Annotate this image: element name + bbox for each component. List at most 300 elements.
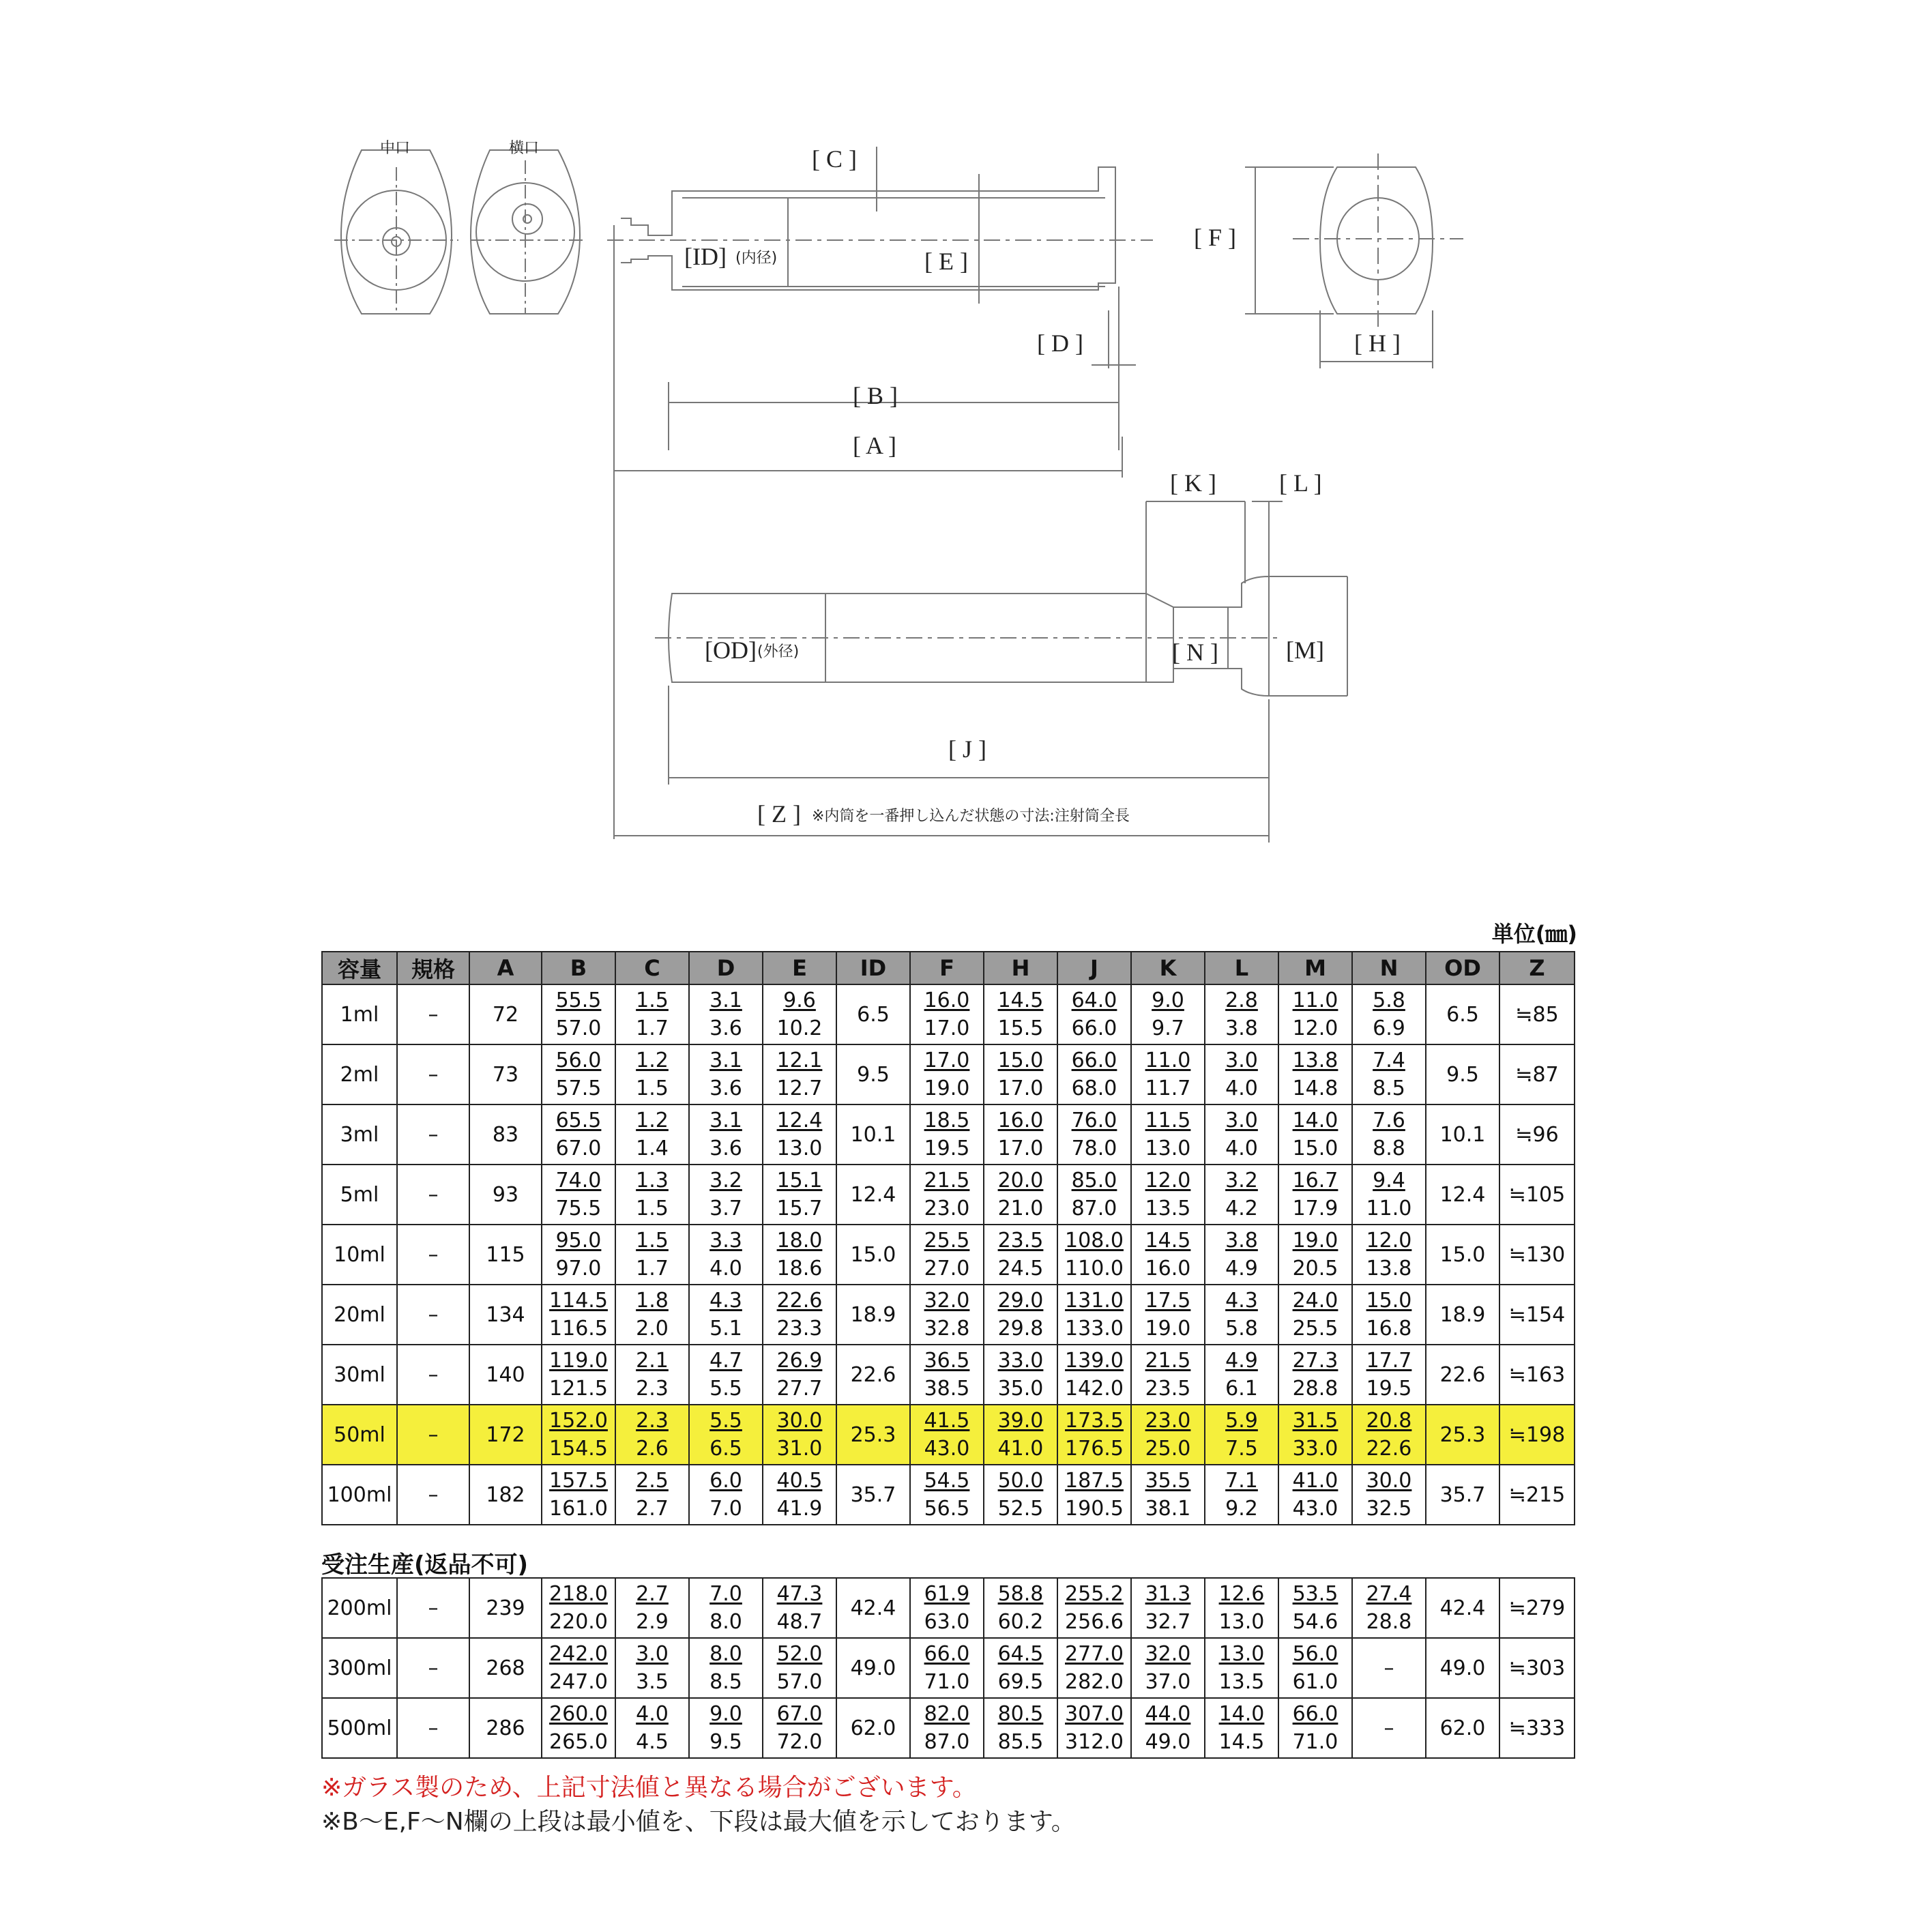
max-value: 32.8 <box>924 1317 970 1341</box>
column-header: C <box>615 952 689 984</box>
table-row <box>322 1044 1575 1104</box>
max-value: 133.0 <box>1065 1317 1124 1341</box>
min-value: 76.0 <box>1071 1109 1117 1132</box>
max-value: 3.6 <box>709 1077 742 1100</box>
cell-c <box>615 1638 689 1698</box>
cell-j <box>1057 1165 1131 1225</box>
cell-od: 15.0 <box>1426 1225 1499 1285</box>
cell-cap: 5ml <box>322 1165 397 1225</box>
max-value: 13.5 <box>1145 1197 1191 1220</box>
cell-l <box>1205 1698 1278 1758</box>
dim-label-f: [ F ] <box>1194 224 1236 251</box>
max-value: 12.0 <box>1292 1016 1338 1040</box>
cell-d <box>689 1285 763 1345</box>
max-value: 161.0 <box>549 1497 608 1521</box>
column-header: E <box>763 952 836 984</box>
min-value: 95.0 <box>555 1229 602 1253</box>
cell-k <box>1131 1044 1205 1104</box>
min-value: 24.0 <box>1292 1289 1338 1313</box>
cell-n <box>1352 984 1426 1044</box>
cell-e <box>763 1104 836 1165</box>
cell-od: 18.9 <box>1426 1285 1499 1345</box>
max-value: 110.0 <box>1065 1257 1124 1280</box>
min-value: 58.8 <box>997 1582 1044 1606</box>
cell-j <box>1057 1044 1131 1104</box>
min-value: 3.8 <box>1225 1229 1258 1253</box>
cell-f <box>910 1225 984 1285</box>
max-value: 3.5 <box>636 1670 669 1694</box>
note-min-max: ※B～E,F～N欄の上段は最小値を、下段は最大値を示しております。 <box>321 1808 1076 1836</box>
max-value: 49.0 <box>1145 1730 1191 1754</box>
cell-d <box>689 1698 763 1758</box>
table-row <box>322 1578 1575 1638</box>
max-value: 7.5 <box>1225 1437 1258 1461</box>
cell-k <box>1131 1578 1205 1638</box>
min-value: 8.0 <box>709 1642 742 1666</box>
min-value: 11.0 <box>1292 989 1338 1012</box>
min-value: 2.7 <box>636 1582 669 1606</box>
cell-e <box>763 1405 836 1465</box>
cell-h <box>984 1044 1057 1104</box>
min-value: 32.0 <box>1145 1642 1191 1666</box>
max-value: 43.0 <box>1292 1497 1338 1521</box>
column-header: Z <box>1499 952 1575 984</box>
max-value: 8.5 <box>1373 1077 1405 1100</box>
cell-z: ≒215 <box>1499 1465 1575 1525</box>
min-value: 1.5 <box>636 989 669 1012</box>
min-value: 1.2 <box>636 1109 669 1132</box>
cell-n <box>1352 1345 1426 1405</box>
max-value: 48.7 <box>776 1610 823 1634</box>
min-value: 65.5 <box>555 1109 602 1132</box>
min-value: 9.0 <box>1152 989 1184 1012</box>
max-value: 67.0 <box>555 1137 602 1160</box>
max-value: 25.5 <box>1292 1317 1338 1341</box>
min-value: 15.0 <box>1366 1289 1412 1313</box>
min-value: 31.5 <box>1292 1409 1338 1433</box>
table-row <box>322 984 1575 1044</box>
max-value: 121.5 <box>549 1377 608 1401</box>
max-value: 32.7 <box>1145 1610 1191 1634</box>
cell-a: 72 <box>469 984 542 1044</box>
column-header: K <box>1131 952 1205 984</box>
max-value: 5.1 <box>709 1317 742 1341</box>
min-value: 40.5 <box>776 1469 823 1493</box>
min-value: 7.0 <box>709 1582 742 1606</box>
cell-d <box>689 1638 763 1698</box>
max-value: 85.5 <box>997 1730 1044 1754</box>
cell-h <box>984 1698 1057 1758</box>
cell-j <box>1057 1698 1131 1758</box>
max-value: 23.5 <box>1145 1377 1191 1401</box>
cell-id: 12.4 <box>836 1165 910 1225</box>
cell-m <box>1278 1578 1352 1638</box>
cell-d <box>689 1044 763 1104</box>
min-value: 17.0 <box>924 1049 970 1072</box>
cell-spec: – <box>397 1698 469 1758</box>
min-value: 1.8 <box>636 1289 669 1313</box>
min-value: 4.0 <box>636 1702 669 1726</box>
column-header: ID <box>836 952 910 984</box>
cell-b <box>542 984 615 1044</box>
max-value: 97.0 <box>555 1257 602 1280</box>
cell-z: ≒130 <box>1499 1225 1575 1285</box>
cell-k <box>1131 1698 1205 1758</box>
cell-cap: 50ml <box>322 1405 397 1465</box>
max-value: 2.3 <box>636 1377 669 1401</box>
dim-label-a: [ A ] <box>853 432 897 459</box>
note-glass-variance: ※ガラス製のため、上記寸法値と異なる場合がございます。 <box>321 1774 977 1802</box>
max-value: 23.0 <box>924 1197 970 1220</box>
cell-c <box>615 1465 689 1525</box>
min-value: 5.5 <box>709 1409 742 1433</box>
min-value: 1.3 <box>636 1169 669 1192</box>
min-value: 3.0 <box>636 1642 669 1666</box>
min-value: 30.0 <box>1366 1469 1412 1493</box>
cell-a: 268 <box>469 1638 542 1698</box>
column-header: 容量 <box>322 952 397 984</box>
min-value: 31.3 <box>1145 1582 1191 1606</box>
cell-c <box>615 1285 689 1345</box>
dim-label-z-note: ※内筒を一番押し込んだ状態の寸法:注射筒全長 <box>812 808 1130 825</box>
dimension-table <box>321 951 1575 1525</box>
max-value: 11.7 <box>1145 1077 1191 1100</box>
cell-m <box>1278 1285 1352 1345</box>
cell-od: 10.1 <box>1426 1104 1499 1165</box>
cell-a: 286 <box>469 1698 542 1758</box>
max-value: 43.0 <box>924 1437 970 1461</box>
max-value: 27.7 <box>776 1377 823 1401</box>
min-value: 22.6 <box>776 1289 823 1313</box>
max-value: 256.6 <box>1065 1610 1124 1634</box>
cell-b <box>542 1225 615 1285</box>
min-value: 114.5 <box>549 1289 608 1313</box>
max-value: 1.7 <box>636 1016 669 1040</box>
cell-e <box>763 1465 836 1525</box>
cell-l <box>1205 1465 1278 1525</box>
max-value: 282.0 <box>1065 1670 1124 1694</box>
max-value: 116.5 <box>549 1317 608 1341</box>
cell-c <box>615 1345 689 1405</box>
cell-spec: – <box>397 1405 469 1465</box>
min-value: 3.2 <box>709 1169 742 1192</box>
max-value: 11.0 <box>1366 1197 1412 1220</box>
min-value: 11.0 <box>1145 1049 1191 1072</box>
cell-n <box>1352 1104 1426 1165</box>
min-value: 7.1 <box>1225 1469 1258 1493</box>
min-value: 14.0 <box>1218 1702 1265 1726</box>
max-value: 22.6 <box>1366 1437 1412 1461</box>
cell-h <box>984 1104 1057 1165</box>
min-value: 218.0 <box>549 1582 608 1606</box>
cell-d <box>689 1465 763 1525</box>
min-value: 119.0 <box>549 1349 608 1373</box>
cell-b <box>542 1465 615 1525</box>
cell-c <box>615 1405 689 1465</box>
min-value: 20.0 <box>997 1169 1044 1192</box>
min-value: 66.0 <box>1292 1702 1338 1726</box>
cell-id: 22.6 <box>836 1345 910 1405</box>
cell-k <box>1131 1405 1205 1465</box>
min-value: 3.0 <box>1225 1109 1258 1132</box>
cell-j <box>1057 1285 1131 1345</box>
min-value: 3.2 <box>1225 1169 1258 1192</box>
cell-z: ≒163 <box>1499 1345 1575 1405</box>
min-value: 15.1 <box>776 1169 823 1192</box>
max-value: 37.0 <box>1145 1670 1191 1694</box>
max-value: 68.0 <box>1071 1077 1117 1100</box>
cell-id: 10.1 <box>836 1104 910 1165</box>
cell-f <box>910 1638 984 1698</box>
min-value: 56.0 <box>1292 1642 1338 1666</box>
dim-label-b: [ B ] <box>853 382 898 409</box>
max-value: 19.0 <box>924 1077 970 1100</box>
max-value: 265.0 <box>549 1730 608 1754</box>
cell-l <box>1205 1225 1278 1285</box>
max-value: 8.0 <box>709 1610 742 1634</box>
unit-label: 単位(㎜) <box>1491 921 1577 947</box>
column-header: B <box>542 952 615 984</box>
max-value: 13.0 <box>1145 1137 1191 1160</box>
min-value: 47.3 <box>776 1582 823 1606</box>
min-value: 19.0 <box>1292 1229 1338 1253</box>
table-row <box>322 1225 1575 1285</box>
max-value: 61.0 <box>1292 1670 1338 1694</box>
cell-cap: 30ml <box>322 1345 397 1405</box>
cell-j <box>1057 1345 1131 1405</box>
max-value: 17.0 <box>997 1137 1044 1160</box>
cell-a: 93 <box>469 1165 542 1225</box>
min-value: 12.0 <box>1366 1229 1412 1253</box>
cell-j <box>1057 1578 1131 1638</box>
min-value: 152.0 <box>549 1409 608 1433</box>
max-value: 1.7 <box>636 1257 669 1280</box>
cell-id: 35.7 <box>836 1465 910 1525</box>
min-value: 55.5 <box>555 989 602 1012</box>
min-value: 14.0 <box>1292 1109 1338 1132</box>
cell-l <box>1205 1165 1278 1225</box>
cell-z: ≒279 <box>1499 1578 1575 1638</box>
min-value: 5.8 <box>1373 989 1405 1012</box>
max-value: 69.5 <box>997 1670 1044 1694</box>
max-value: 2.7 <box>636 1497 669 1521</box>
min-value: 131.0 <box>1065 1289 1124 1313</box>
cell-spec: – <box>397 1225 469 1285</box>
max-value: 3.6 <box>709 1137 742 1160</box>
max-value: 18.6 <box>776 1257 823 1280</box>
min-value: 17.5 <box>1145 1289 1191 1313</box>
min-value: 14.5 <box>997 989 1044 1012</box>
cell-c <box>615 1578 689 1638</box>
max-value: 29.8 <box>997 1317 1044 1341</box>
min-value: 23.0 <box>1145 1409 1191 1433</box>
min-value: 139.0 <box>1065 1349 1124 1373</box>
min-value: 7.4 <box>1373 1049 1405 1072</box>
cell-m <box>1278 1165 1352 1225</box>
min-value: 3.1 <box>709 1049 742 1072</box>
max-value: 71.0 <box>924 1670 970 1694</box>
cell-id: 6.5 <box>836 984 910 1044</box>
cell-id: 9.5 <box>836 1044 910 1104</box>
cell-e <box>763 1638 836 1698</box>
cell-b <box>542 1165 615 1225</box>
cell-k <box>1131 1104 1205 1165</box>
max-value: 57.0 <box>776 1670 823 1694</box>
front-view-side-tip <box>471 150 583 314</box>
dim-label-c: [ C ] <box>812 145 857 173</box>
max-value: 87.0 <box>1071 1197 1117 1220</box>
min-value: 80.5 <box>997 1702 1044 1726</box>
max-value: 6.9 <box>1373 1016 1405 1040</box>
max-value: 75.5 <box>555 1197 602 1220</box>
max-value: 41.9 <box>776 1497 823 1521</box>
cell-spec: – <box>397 1165 469 1225</box>
max-value: 87.0 <box>924 1730 970 1754</box>
column-header: J <box>1057 952 1131 984</box>
min-value: 12.4 <box>776 1109 823 1132</box>
cell-k <box>1131 1465 1205 1525</box>
cell-c <box>615 1044 689 1104</box>
dim-label-od-note: (外径) <box>757 643 800 660</box>
cell-n <box>1352 1285 1426 1345</box>
max-value: 176.5 <box>1065 1437 1124 1461</box>
cell-n: – <box>1352 1638 1426 1698</box>
min-value: 66.0 <box>1071 1049 1117 1072</box>
min-value: 54.5 <box>924 1469 970 1493</box>
max-value: 8.8 <box>1373 1137 1405 1160</box>
cell-od: 42.4 <box>1426 1578 1499 1638</box>
cell-spec: – <box>397 1104 469 1165</box>
column-header: L <box>1205 952 1278 984</box>
table-row <box>322 1698 1575 1758</box>
cell-h <box>984 1285 1057 1345</box>
max-value: 1.5 <box>636 1077 669 1100</box>
front-view-center-tip <box>334 150 458 314</box>
cell-a: 182 <box>469 1465 542 1525</box>
cell-od: 22.6 <box>1426 1345 1499 1405</box>
max-value: 5.8 <box>1225 1317 1258 1341</box>
min-value: 12.6 <box>1218 1582 1265 1606</box>
cell-h <box>984 1345 1057 1405</box>
cell-n <box>1352 1044 1426 1104</box>
cell-spec: – <box>397 1578 469 1638</box>
made-to-order-table <box>321 1577 1575 1759</box>
max-value: 15.5 <box>997 1016 1044 1040</box>
cell-n <box>1352 1578 1426 1638</box>
max-value: 4.0 <box>1225 1077 1258 1100</box>
max-value: 27.0 <box>924 1257 970 1280</box>
front-label-side: 横口 <box>509 140 540 157</box>
cell-cap: 300ml <box>322 1638 397 1698</box>
cell-h <box>984 1225 1057 1285</box>
min-value: 32.0 <box>924 1289 970 1313</box>
min-value: 30.0 <box>776 1409 823 1433</box>
cell-c <box>615 1165 689 1225</box>
cell-e <box>763 1345 836 1405</box>
min-value: 41.0 <box>1292 1469 1338 1493</box>
max-value: 19.0 <box>1145 1317 1191 1341</box>
cell-l <box>1205 1044 1278 1104</box>
column-header: M <box>1278 952 1352 984</box>
cell-l <box>1205 984 1278 1044</box>
syringe-dimension-drawing <box>0 0 1932 887</box>
table-row <box>322 1345 1575 1405</box>
cell-c <box>615 1225 689 1285</box>
cell-b <box>542 1044 615 1104</box>
cell-l <box>1205 1405 1278 1465</box>
max-value: 5.5 <box>709 1377 742 1401</box>
min-value: 7.6 <box>1373 1109 1405 1132</box>
max-value: 312.0 <box>1065 1730 1124 1754</box>
cell-d <box>689 1578 763 1638</box>
column-header: H <box>984 952 1057 984</box>
table-row <box>322 1465 1575 1525</box>
min-value: 4.9 <box>1225 1349 1258 1373</box>
cell-h <box>984 1165 1057 1225</box>
max-value: 2.9 <box>636 1610 669 1634</box>
cell-k <box>1131 1638 1205 1698</box>
min-value: 5.9 <box>1225 1409 1258 1433</box>
cell-d <box>689 1104 763 1165</box>
min-value: 18.0 <box>776 1229 823 1253</box>
max-value: 6.1 <box>1225 1377 1258 1401</box>
min-value: 21.5 <box>1145 1349 1191 1373</box>
cell-e <box>763 1285 836 1345</box>
cell-n <box>1352 1225 1426 1285</box>
min-value: 39.0 <box>997 1409 1044 1433</box>
cell-e <box>763 1578 836 1638</box>
cell-a: 134 <box>469 1285 542 1345</box>
cell-l <box>1205 1345 1278 1405</box>
column-header: OD <box>1426 952 1499 984</box>
max-value: 28.8 <box>1366 1610 1412 1634</box>
cell-cap: 10ml <box>322 1225 397 1285</box>
max-value: 4.0 <box>709 1257 742 1280</box>
cell-m <box>1278 1345 1352 1405</box>
min-value: 61.9 <box>924 1582 970 1606</box>
cell-a: 172 <box>469 1405 542 1465</box>
max-value: 3.6 <box>709 1016 742 1040</box>
max-value: 72.0 <box>776 1730 823 1754</box>
column-header: 規格 <box>397 952 469 984</box>
cell-n: – <box>1352 1698 1426 1758</box>
min-value: 173.5 <box>1065 1409 1124 1433</box>
cell-id: 18.9 <box>836 1285 910 1345</box>
max-value: 16.0 <box>1145 1257 1191 1280</box>
min-value: 4.7 <box>709 1349 742 1373</box>
cell-h <box>984 1405 1057 1465</box>
dim-label-id: [ID] <box>684 243 727 270</box>
cell-od: 9.5 <box>1426 1044 1499 1104</box>
cell-b <box>542 1345 615 1405</box>
column-header: D <box>689 952 763 984</box>
dim-label-j: [ J ] <box>948 735 986 763</box>
min-value: 74.0 <box>555 1169 602 1192</box>
cell-spec: – <box>397 1345 469 1405</box>
made-to-order-title: 受注生産(返品不可) <box>321 1551 529 1579</box>
cell-cap: 100ml <box>322 1465 397 1525</box>
min-value: 66.0 <box>924 1642 970 1666</box>
min-value: 11.5 <box>1145 1109 1191 1132</box>
max-value: 41.0 <box>997 1437 1044 1461</box>
table-row <box>322 1638 1575 1698</box>
cell-c <box>615 1698 689 1758</box>
cell-l <box>1205 1638 1278 1698</box>
cell-d <box>689 1165 763 1225</box>
cell-z: ≒154 <box>1499 1285 1575 1345</box>
cell-e <box>763 984 836 1044</box>
cell-id: 42.4 <box>836 1578 910 1638</box>
